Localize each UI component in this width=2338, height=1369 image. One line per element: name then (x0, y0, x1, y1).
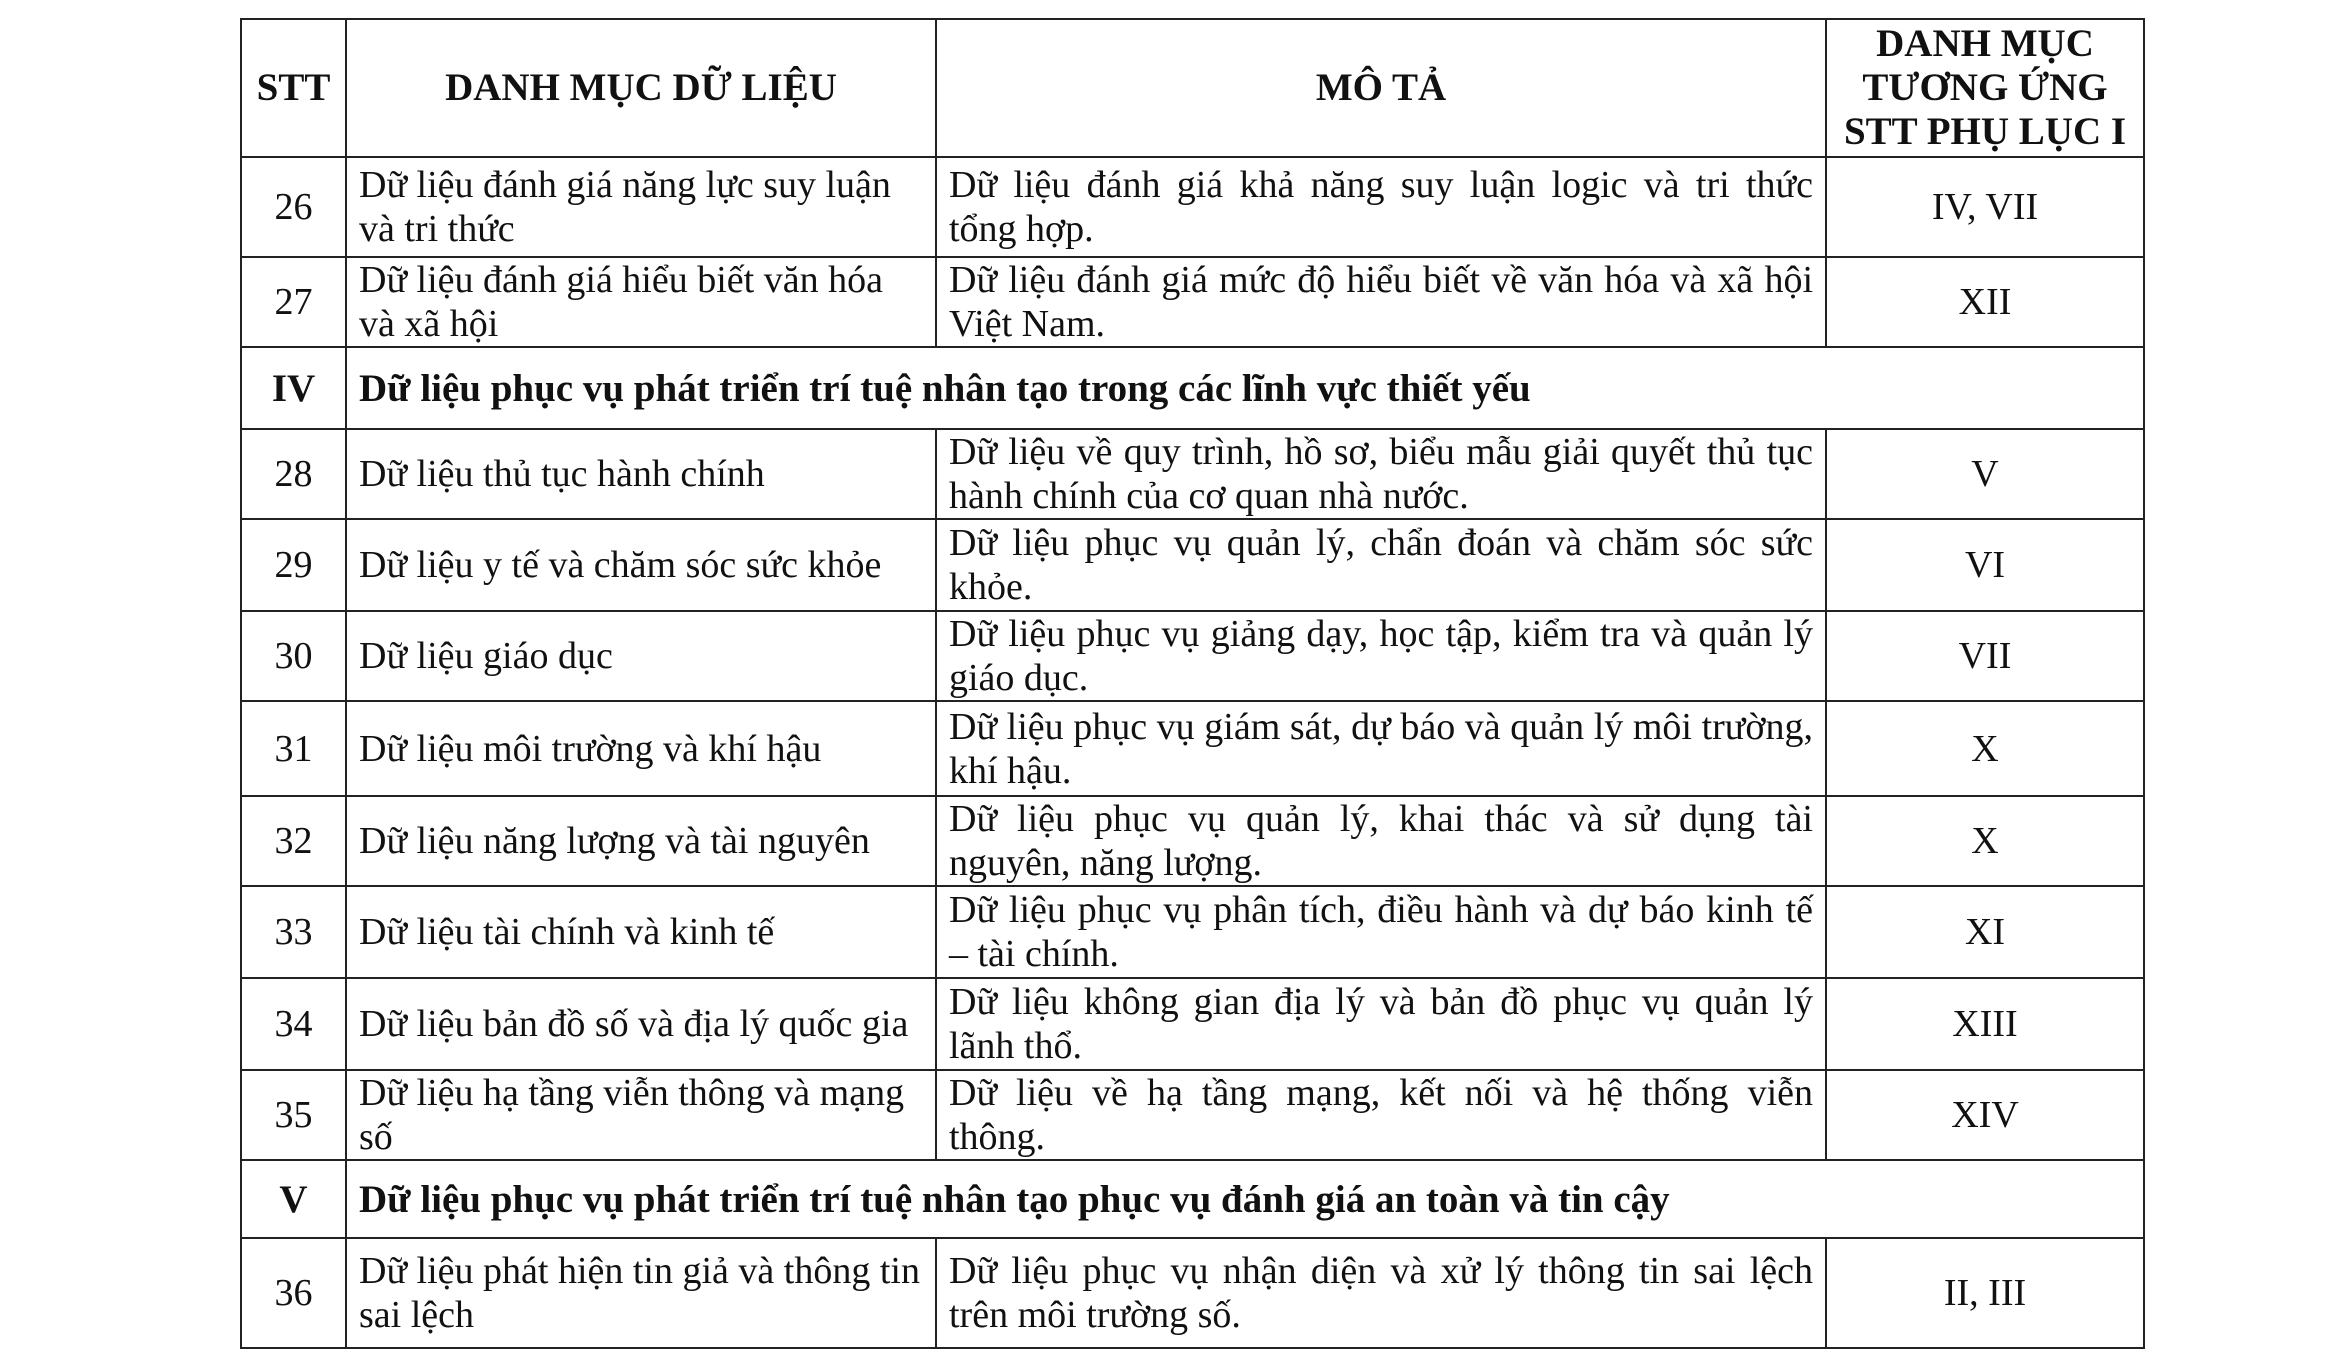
row-reference: X (1826, 701, 2144, 796)
table-row (241, 611, 2144, 701)
section-title: Dữ liệu phục vụ phát triển trí tuệ nhân tạo trong các lĩnh vực thiết yếu (346, 347, 2144, 429)
row-category: Dữ liệu y tế và chăm sóc sức khỏe (346, 519, 936, 611)
section-number: IV (241, 347, 346, 429)
row-category: Dữ liệu bản đồ số và địa lý quốc gia (346, 978, 936, 1070)
table-row (241, 257, 2144, 347)
row-stt: 33 (241, 886, 346, 978)
table-row (241, 1238, 2144, 1348)
row-category: Dữ liệu đánh giá hiểu biết văn hóa và xã hội (346, 257, 936, 347)
row-stt: 30 (241, 611, 346, 701)
table-row (241, 429, 2144, 519)
row-category: Dữ liệu đánh giá năng lực suy luận và tri thức (346, 157, 936, 257)
row-description: Dữ liệu không gian địa lý và bản đồ phục vụ quản lý lãnh thổ. (936, 978, 1826, 1070)
row-stt: 28 (241, 429, 346, 519)
data-catalog-table (240, 18, 2145, 1349)
table-row (241, 796, 2144, 886)
row-reference: XIV (1826, 1070, 2144, 1160)
row-stt: 32 (241, 796, 346, 886)
header-reference-line3: STT PHỤ LỤC I (1843, 110, 2127, 153)
row-description: Dữ liệu phục vụ nhận diện và xử lý thông tin sai lệch trên môi trường số. (936, 1238, 1826, 1348)
table-row (241, 886, 2144, 978)
header-reference-line2: TƯƠNG ỨNG (1862, 66, 2108, 109)
section-row (241, 1160, 2144, 1238)
row-description: Dữ liệu phục vụ quản lý, khai thác và sử dụng tài nguyên, năng lượng. (936, 796, 1826, 886)
row-category: Dữ liệu môi trường và khí hậu (346, 701, 936, 796)
row-stt: 26 (241, 157, 346, 257)
row-stt: 36 (241, 1238, 346, 1348)
row-description: Dữ liệu phục vụ phân tích, điều hành và dự báo kinh tế – tài chính. (936, 886, 1826, 978)
table-row (241, 701, 2144, 796)
row-reference: V (1826, 429, 2144, 519)
section-number: V (241, 1160, 346, 1238)
row-category: Dữ liệu thủ tục hành chính (346, 429, 936, 519)
section-title: Dữ liệu phục vụ phát triển trí tuệ nhân tạo phục vụ đánh giá an toàn và tin cậy (346, 1160, 2144, 1238)
table-row (241, 157, 2144, 257)
row-stt: 27 (241, 257, 346, 347)
header-reference-line1: DANH MỤC (1876, 22, 2094, 65)
row-stt: 29 (241, 519, 346, 611)
header-reference (1826, 19, 2144, 157)
row-reference: VI (1826, 519, 2144, 611)
header-category: DANH MỤC DỮ LIỆU (346, 19, 936, 157)
row-stt: 31 (241, 701, 346, 796)
table-row (241, 978, 2144, 1070)
row-reference: XII (1826, 257, 2144, 347)
row-description: Dữ liệu phục vụ quản lý, chẩn đoán và chăm sóc sức khỏe. (936, 519, 1826, 611)
row-category: Dữ liệu tài chính và kinh tế (346, 886, 936, 978)
row-reference: X (1826, 796, 2144, 886)
header-stt: STT (241, 19, 346, 157)
row-reference: IV, VII (1826, 157, 2144, 257)
row-reference: XIII (1826, 978, 2144, 1070)
row-description: Dữ liệu phục vụ giám sát, dự báo và quản lý môi trường, khí hậu. (936, 701, 1826, 796)
row-description: Dữ liệu đánh giá khả năng suy luận logic và tri thức tổng hợp. (936, 157, 1826, 257)
table-row (241, 519, 2144, 611)
row-category: Dữ liệu hạ tầng viễn thông và mạng số (346, 1070, 936, 1160)
row-stt: 34 (241, 978, 346, 1070)
row-reference: VII (1826, 611, 2144, 701)
row-stt: 35 (241, 1070, 346, 1160)
row-description: Dữ liệu về quy trình, hồ sơ, biểu mẫu giải quyết thủ tục hành chính của cơ quan nhà nước. (936, 429, 1826, 519)
row-description: Dữ liệu về hạ tầng mạng, kết nối và hệ thống viễn thông. (936, 1070, 1826, 1160)
row-reference: XI (1826, 886, 2144, 978)
header-description: MÔ TẢ (936, 19, 1826, 157)
row-category: Dữ liệu phát hiện tin giả và thông tin sai lệch (346, 1238, 936, 1348)
table-header-row (241, 19, 2144, 157)
row-description: Dữ liệu phục vụ giảng dạy, học tập, kiểm tra và quản lý giáo dục. (936, 611, 1826, 701)
row-description: Dữ liệu đánh giá mức độ hiểu biết về văn hóa và xã hội Việt Nam. (936, 257, 1826, 347)
row-category: Dữ liệu năng lượng và tài nguyên (346, 796, 936, 886)
row-reference: II, III (1826, 1238, 2144, 1348)
table-row (241, 1070, 2144, 1160)
section-row (241, 347, 2144, 429)
row-category: Dữ liệu giáo dục (346, 611, 936, 701)
